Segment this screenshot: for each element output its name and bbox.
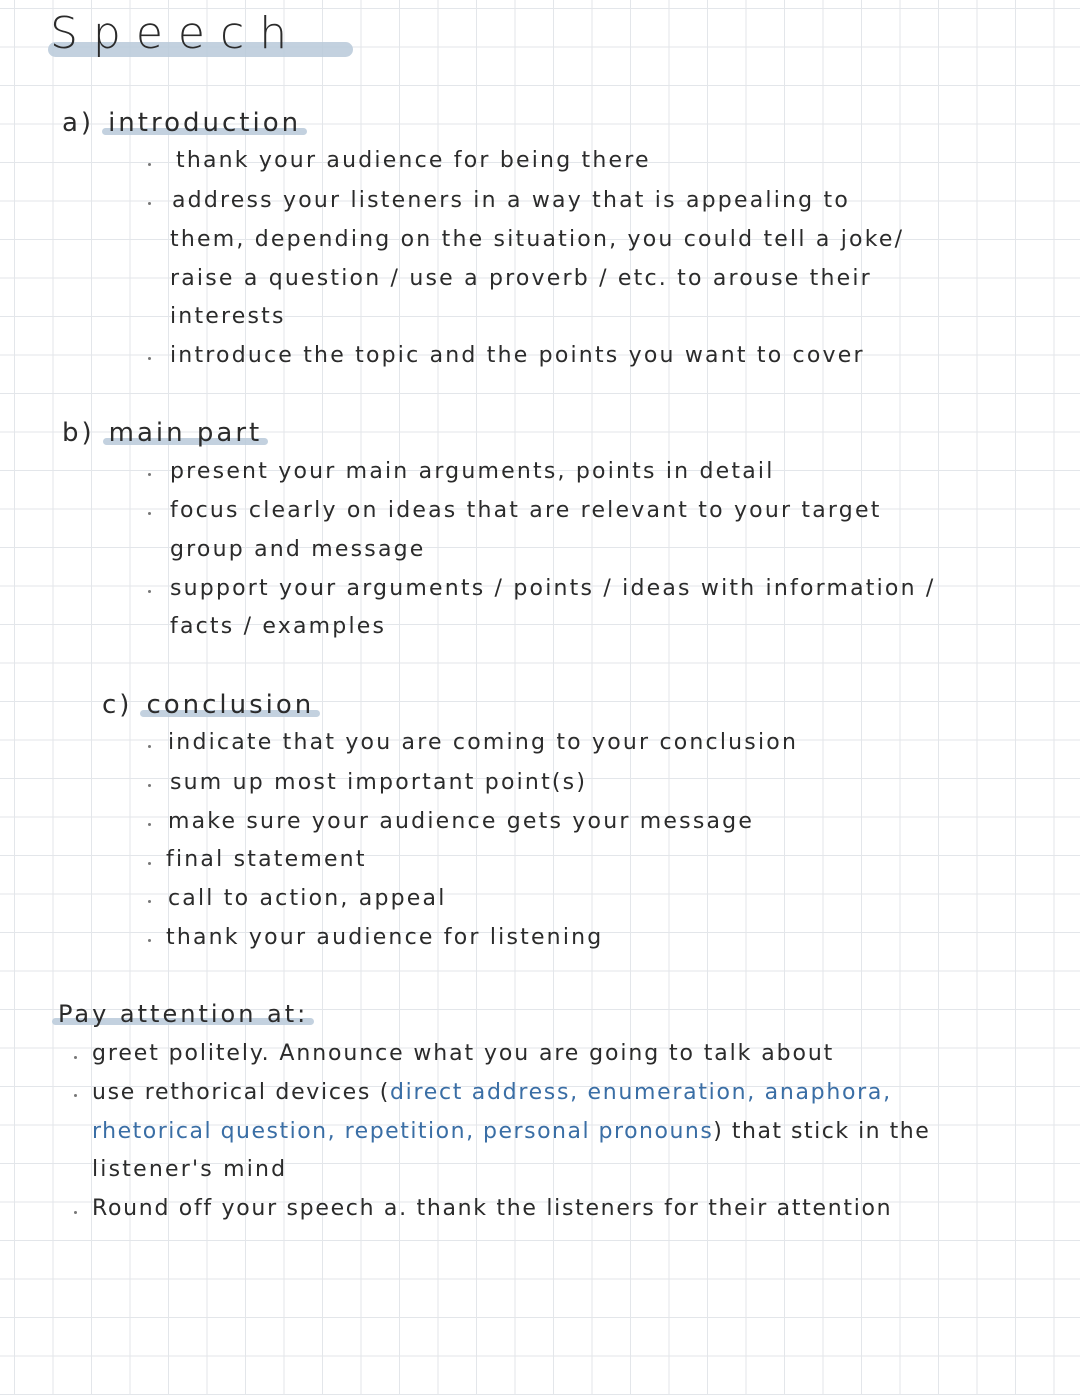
bullet-dot <box>148 823 151 826</box>
section-b-marker: b) <box>62 418 95 448</box>
section-b-line-2: focus clearly on ideas that are relevant to your target <box>170 498 882 523</box>
section-a-marker: a) <box>62 108 95 138</box>
section-c-line-1: indicate that you are coming to your conclusion <box>168 730 799 755</box>
section-c-marker: c) <box>102 690 133 720</box>
attention-line-1: greet politely. Announce what you are going to talk about <box>92 1041 835 1066</box>
section-c-line-2: sum up most important point(s) <box>170 770 588 795</box>
section-a-line-4: raise a question / use a proverb / etc. to arouse their <box>170 266 872 291</box>
attention-line-3 <box>92 1121 930 1143</box>
attention-line-2 <box>92 1082 892 1104</box>
bullet-dot <box>148 862 151 865</box>
rhetorical-devices-list-1: direct address, enumeration, anaphora, <box>390 1080 892 1105</box>
section-b-title: main part <box>108 418 263 448</box>
bullet-dot <box>148 939 151 942</box>
bullet-dot <box>74 1094 77 1097</box>
section-b-line-4: support your arguments / points / ideas with information / <box>170 576 936 601</box>
section-b-line-3: group and message <box>170 537 426 562</box>
attention-heading <box>58 1002 308 1026</box>
section-a-line-2: address your listeners in a way that is appealing to <box>172 188 850 213</box>
section-c-heading <box>102 692 314 718</box>
page-title: Speech <box>50 8 303 59</box>
rhetorical-devices-list-2: rhetorical question, repetition, personal pronouns <box>92 1119 714 1144</box>
section-a-heading <box>62 110 301 136</box>
attention-title: Pay attention at: <box>58 1000 309 1028</box>
section-b-line-1: present your main arguments, points in detail <box>170 459 775 484</box>
section-b-line-5: facts / examples <box>170 614 387 639</box>
section-c-line-4: final statement <box>166 847 367 872</box>
bullet-dot <box>148 357 151 360</box>
bullet-dot <box>148 900 151 903</box>
section-c-line-5: call to action, appeal <box>168 886 447 911</box>
bullet-dot <box>148 163 151 166</box>
bullet-dot <box>74 1211 77 1214</box>
bullet-dot <box>148 745 151 748</box>
section-c-line-6: thank your audience for listening <box>166 925 604 950</box>
bullet-dot <box>148 473 151 476</box>
bullet-dot <box>148 512 151 515</box>
section-a-line-5: interests <box>170 304 286 329</box>
attention-line-4: listener's mind <box>92 1157 288 1182</box>
bullet-dot <box>148 590 151 593</box>
section-a-line-1: thank your audience for being there <box>176 148 651 173</box>
section-a-line-3: them, depending on the situation, you could tell a joke/ <box>170 227 905 252</box>
section-a-title: introduction <box>108 108 302 138</box>
section-c-title: conclusion <box>146 690 315 720</box>
section-c-line-3: make sure your audience gets your message <box>168 809 755 834</box>
attention-line-3-text: ) that stick in the <box>713 1119 931 1144</box>
section-b-heading <box>62 420 262 446</box>
section-a-line-6: introduce the topic and the points you want to cover <box>170 343 865 368</box>
attention-line-2-text: use rethorical devices ( <box>92 1080 391 1105</box>
bullet-dot <box>148 784 151 787</box>
attention-line-5: Round off your speech a. thank the listeners for their attention <box>92 1196 893 1221</box>
bullet-dot <box>74 1056 77 1059</box>
bullet-dot <box>148 202 151 205</box>
